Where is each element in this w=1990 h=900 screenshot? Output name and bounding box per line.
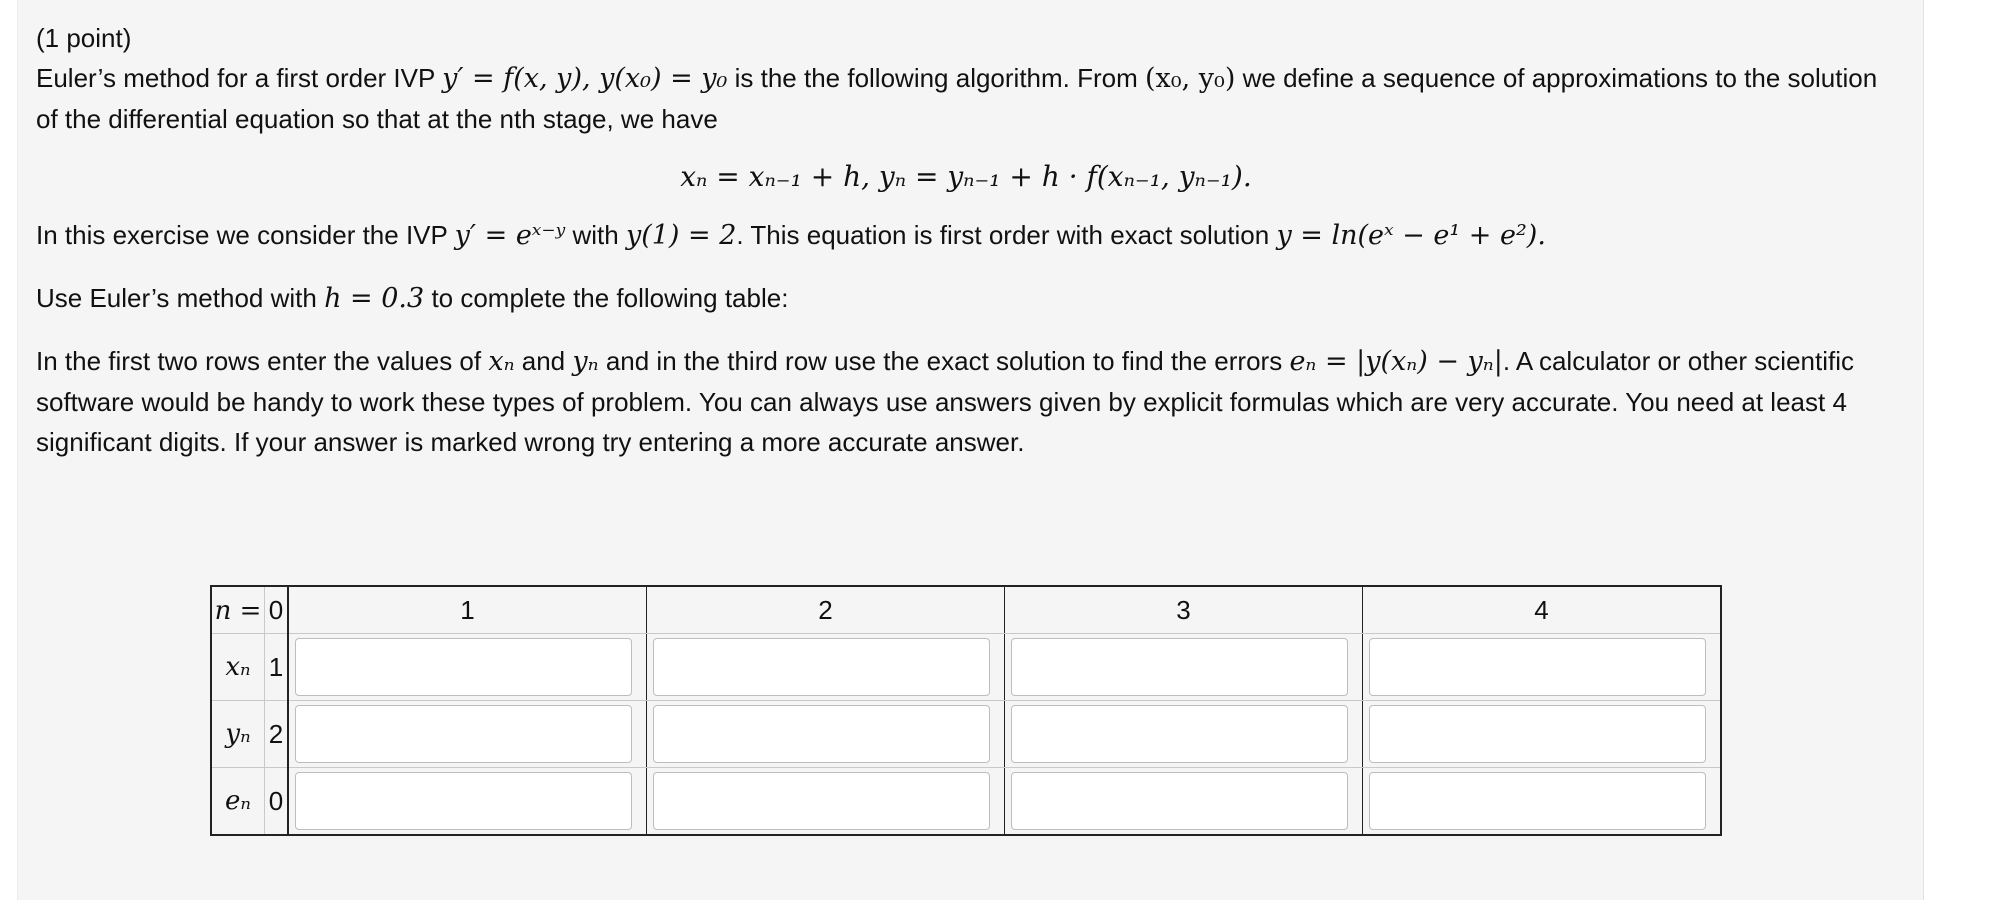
e3-input[interactable] bbox=[1011, 772, 1348, 830]
e1-input[interactable] bbox=[295, 772, 632, 830]
column-header-2: 2 bbox=[647, 586, 1005, 634]
euler-table bbox=[210, 585, 1722, 836]
ivp-equation: y′ = f(x, y), y(x₀) = y₀ bbox=[442, 63, 728, 94]
exact-solution: y = ln(eˣ − e¹ + e²). bbox=[1276, 220, 1546, 251]
start-point: (x₀, y₀) bbox=[1145, 63, 1236, 94]
table-row-en bbox=[211, 768, 1721, 836]
row-label-en: eₙ bbox=[211, 768, 265, 836]
row-label-yn: yₙ bbox=[211, 701, 265, 768]
consider-paragraph: In this exercise we consider the IVP y′ = eˣ⁻ʸ with y(1) = 2. This equation is first order with exact solution y = ln(eˣ − e¹ + e²). bbox=[36, 220, 1546, 251]
step-size-paragraph: Use Euler’s method with h = 0.3 to complete the following table: bbox=[36, 283, 789, 314]
row-initial-en: 0 bbox=[265, 768, 289, 836]
ode-equation: y′ = eˣ⁻ʸ bbox=[454, 220, 566, 251]
column-header-4: 4 bbox=[1363, 586, 1722, 634]
table-row-xn bbox=[211, 634, 1721, 701]
initial-condition: y(1) = 2 bbox=[625, 220, 737, 251]
y1-input[interactable] bbox=[295, 705, 632, 763]
intro-paragraph: Euler’s method for a first order IVP y′ = f(x, y), y(x₀) = y₀ is the the following algorithm. From (x₀, y₀) we define a sequence of approximations to the solution of the differential equation so that at the nth stage, we have bbox=[36, 63, 1878, 134]
header-n0: 0 bbox=[265, 586, 289, 634]
e4-input[interactable] bbox=[1369, 772, 1706, 830]
x1-input[interactable] bbox=[295, 638, 632, 696]
y3-input[interactable] bbox=[1011, 705, 1348, 763]
table-row-yn bbox=[211, 701, 1721, 768]
row-label-xn: xₙ bbox=[211, 634, 265, 701]
step-size: h = 0.3 bbox=[324, 283, 425, 314]
column-header-3: 3 bbox=[1005, 586, 1363, 634]
x4-input[interactable] bbox=[1369, 638, 1706, 696]
e2-input[interactable] bbox=[653, 772, 990, 830]
column-header-1: 1 bbox=[288, 586, 647, 634]
x3-input[interactable] bbox=[1011, 638, 1348, 696]
y4-input[interactable] bbox=[1369, 705, 1706, 763]
x2-input[interactable] bbox=[653, 638, 990, 696]
error-formula: eₙ = |y(xₙ) − yₙ| bbox=[1289, 346, 1503, 377]
points-label: (1 point) bbox=[36, 23, 132, 53]
row-initial-xn: 1 bbox=[265, 634, 289, 701]
euler-formula: xₙ = xₙ₋₁ + h, yₙ = yₙ₋₁ + h · f(xₙ₋₁, yₙ₋₁). bbox=[680, 160, 1252, 193]
header-n-label: n = bbox=[211, 586, 265, 634]
problem-text bbox=[36, 18, 1896, 462]
table-header-row bbox=[211, 586, 1721, 634]
instructions-paragraph: In the first two rows enter the values of xₙ and yₙ and in the third row use the exact solution to find the errors eₙ = |y(xₙ) − yₙ|. A calculator or other scientific software would be handy to work these types of problem. You can always use answers given by explicit formulas which are very accurate. You need at least 4 significant digits. If your answer is marked wrong try entering a more accurate answer. bbox=[36, 346, 1854, 457]
row-initial-yn: 2 bbox=[265, 701, 289, 768]
y2-input[interactable] bbox=[653, 705, 990, 763]
